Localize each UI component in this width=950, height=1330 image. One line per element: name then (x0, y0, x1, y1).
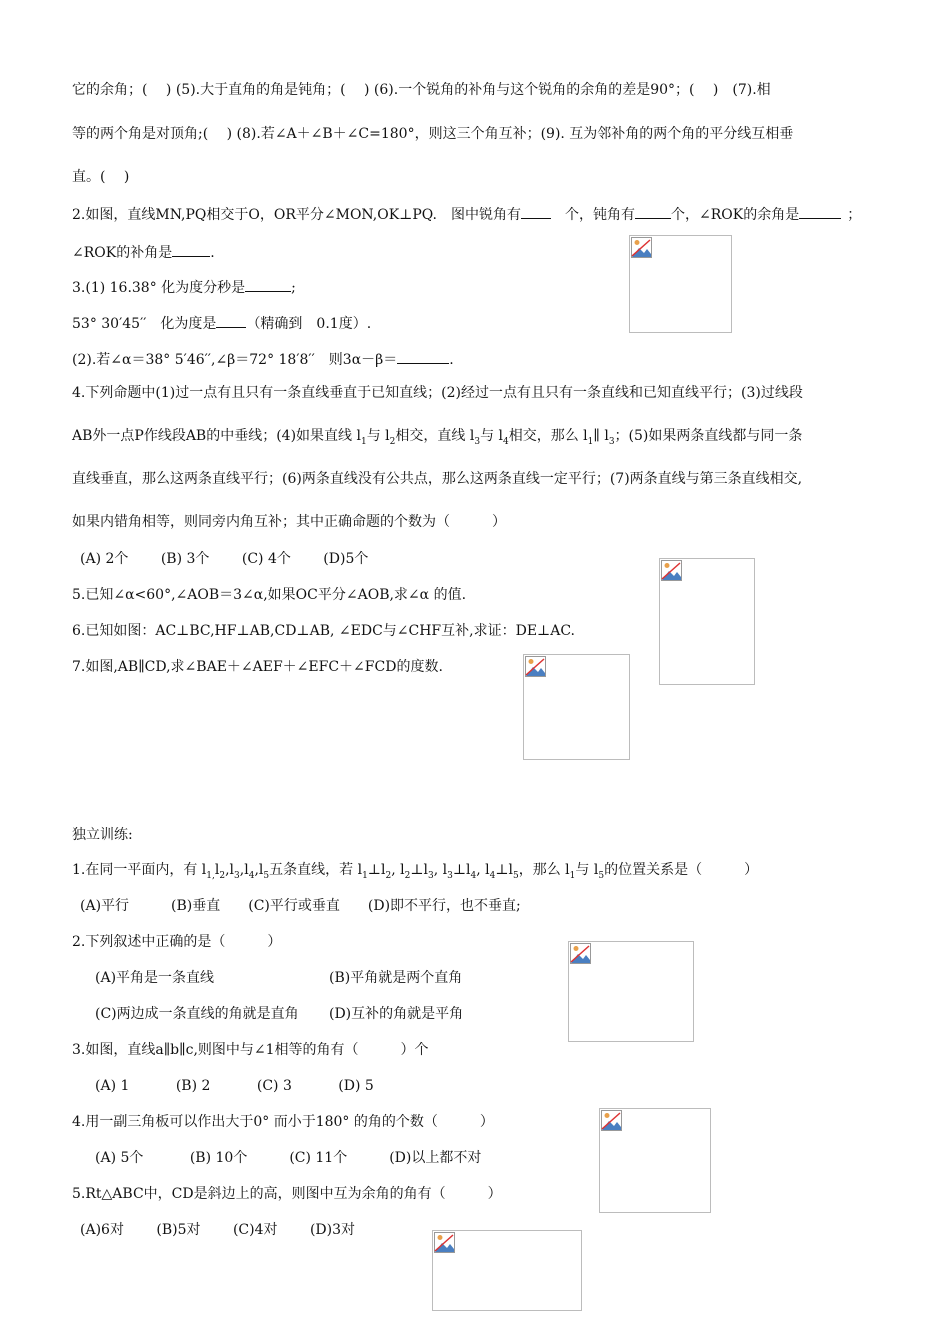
sub: 3 (608, 436, 615, 447)
broken-image-icon (601, 1110, 623, 1132)
q4-b1: AB外一点P作线段AB的中垂线；(4)如果直线 l (72, 428, 361, 444)
s2-option-c: (C)两边成一条直线的角就是直角 (95, 1006, 299, 1022)
s1-b: 五条直线，若 l (269, 862, 363, 878)
figure-q5 (659, 558, 755, 685)
line-3: 直。( ) (72, 169, 130, 185)
question-4-d: 如果内错角相等，则同旁内角互补；其中正确命题的个数为（ ） (72, 514, 506, 530)
question-5: 5.已知∠α<60°,∠AOB＝3∠α,如果OC平分∠AOB,求∠α 的值. (72, 587, 467, 603)
q3-text-d: （精确到 0.1度）. (246, 316, 372, 332)
q4-b3: 相交，直线 l (395, 428, 475, 444)
q2-text-f: . (210, 245, 215, 261)
s1-d: 的位置关系是（ ） (604, 862, 759, 878)
s-question-4: 4.用一副三角板可以作出大于0° 而小于180° 的角的个数（ ） (72, 1114, 494, 1130)
s2-option-d: (D)互补的角就是平角 (329, 1006, 464, 1022)
broken-image-icon (525, 656, 547, 678)
figure-s2 (568, 941, 694, 1042)
q2-text-c: 个，∠ROK的余角是 (671, 207, 800, 223)
s-question-3-options: (A) 1 (B) 2 (C) 3 (D) 5 (95, 1078, 374, 1094)
broken-image-icon (570, 943, 592, 965)
sub: 1 (360, 436, 367, 447)
q4-b6: ∥ l (593, 428, 609, 444)
q4-b2: 与 l (366, 428, 390, 444)
sub: 2 (389, 436, 396, 447)
s-question-5-options: (A)6对 (B)5对 (C)4对 (D)3对 (80, 1222, 356, 1238)
q4-b7: ；(5)如果两条直线都与同一条 (614, 428, 803, 444)
s-question-1-options: (A)平行 (B)垂直 (C)平行或垂直 (D)即不平行，也不垂直; (80, 898, 521, 914)
question-2-cont (72, 242, 215, 262)
question-7: 7.如图,AB∥CD,求∠BAE＋∠AEF＋∠EFC＋∠FCD的度数. (72, 659, 443, 675)
figure-q7 (523, 654, 630, 760)
line-1: 它的余角；( ) (5).大于直角的角是钝角；( ) (6).一个锐角的补角与这个锐角的余角的差是90°；( ) (7).相 (72, 82, 771, 98)
s2-option-b: (B)平角就是两个直角 (329, 970, 463, 986)
q2-text-d: ； (847, 207, 862, 223)
question-4-c: 直线垂直，那么这两条直线平行；(6)两条直线没有公共点，那么这两条直线一定平行；(7)两条直线与第三条直线相交, (72, 471, 803, 487)
question-3-1 (72, 277, 296, 297)
s-question-4-options: (A) 5个 (B) 10个 (C) 11个 (D)以上都不对 (95, 1150, 482, 1166)
broken-image-icon (661, 560, 683, 582)
s-question-3: 3.如图，直线a∥b∥c,则图中与∠1相等的角有（ ）个 (72, 1042, 429, 1058)
q3-text-a: 3.(1) 16.38° 化为度分秒是 (72, 280, 246, 296)
question-3-1b (72, 313, 371, 333)
figure-s5 (432, 1230, 582, 1311)
figure-q2 (629, 235, 732, 333)
q3-text-e: (2).若∠α＝38° 5′46′′,∠β＝72° 18′8′′ 则3α－β＝ (72, 352, 398, 368)
question-3-2 (72, 349, 454, 369)
sub: 1 (587, 436, 594, 447)
q4-b5: 相交，那么 l (508, 428, 588, 444)
question-6: 6.已知如图：AC⊥BC,HF⊥AB,CD⊥AB, ∠EDC与∠CHF互补,求证：DE⊥AC. (72, 623, 575, 639)
q3-text-f: . (449, 352, 454, 368)
q3-text-c: 53° 30′45′′ 化为度是 (72, 316, 217, 332)
s1-c: ，那么 l (518, 862, 570, 878)
line-2: 等的两个角是对顶角;( ) (8).若∠A＋∠B＋∠C=180°，则这三个角互补；(9). 互为邻补角的两个角的平分线互相垂 (72, 126, 794, 142)
section-title: 独立训练: (72, 827, 133, 843)
question-2 (72, 204, 861, 224)
question-4-options: (A) 2个 (B) 3个 (C) 4个 (D)5个 (80, 551, 369, 567)
q2-text-a: 2.如图，直线MN,PQ相交于O，OR平分∠MON,OK⊥PQ. 图中锐角有 (72, 207, 521, 223)
broken-image-icon (434, 1232, 456, 1254)
s2-option-a: (A)平角是一条直线 (95, 970, 215, 986)
s1-a: 1.在同一平面内，有 l (72, 862, 207, 878)
broken-image-icon (631, 237, 653, 259)
sub: 3 (474, 436, 481, 447)
q2-text-b: 个，钝角有 (565, 207, 635, 223)
question-4-b (72, 427, 802, 451)
figure-s4 (599, 1108, 711, 1213)
q3-text-b: ; (291, 280, 296, 296)
question-4-a: 4.下列命题中(1)过一点有且只有一条直线垂直于已知直线；(2)经过一点有且只有一条直线和已知直线平行；(3)过线段 (72, 385, 803, 401)
q4-b4: 与 l (480, 428, 503, 444)
sub: 4 (503, 436, 509, 447)
s-question-2: 2.下列叙述中正确的是（ ） (72, 934, 282, 950)
s-question-1: 1.在同一平面内，有 $l_{1,}l_2,l_3,l_4,l_5$五条直线，若 $l_1\perp l_2$, $l_2\perp l_3$, $l_3\perp l_4$, $l_4\perp l_5$，那么 $l_1$与 $l_5$的位置关系是（ ） (72, 862, 759, 881)
s-question-5: 5.Rt△ABC中，CD是斜边上的高，则图中互为余角的角有（ ） (72, 1186, 502, 1202)
q2-text-e: ∠ROK的补角是 (72, 245, 173, 261)
